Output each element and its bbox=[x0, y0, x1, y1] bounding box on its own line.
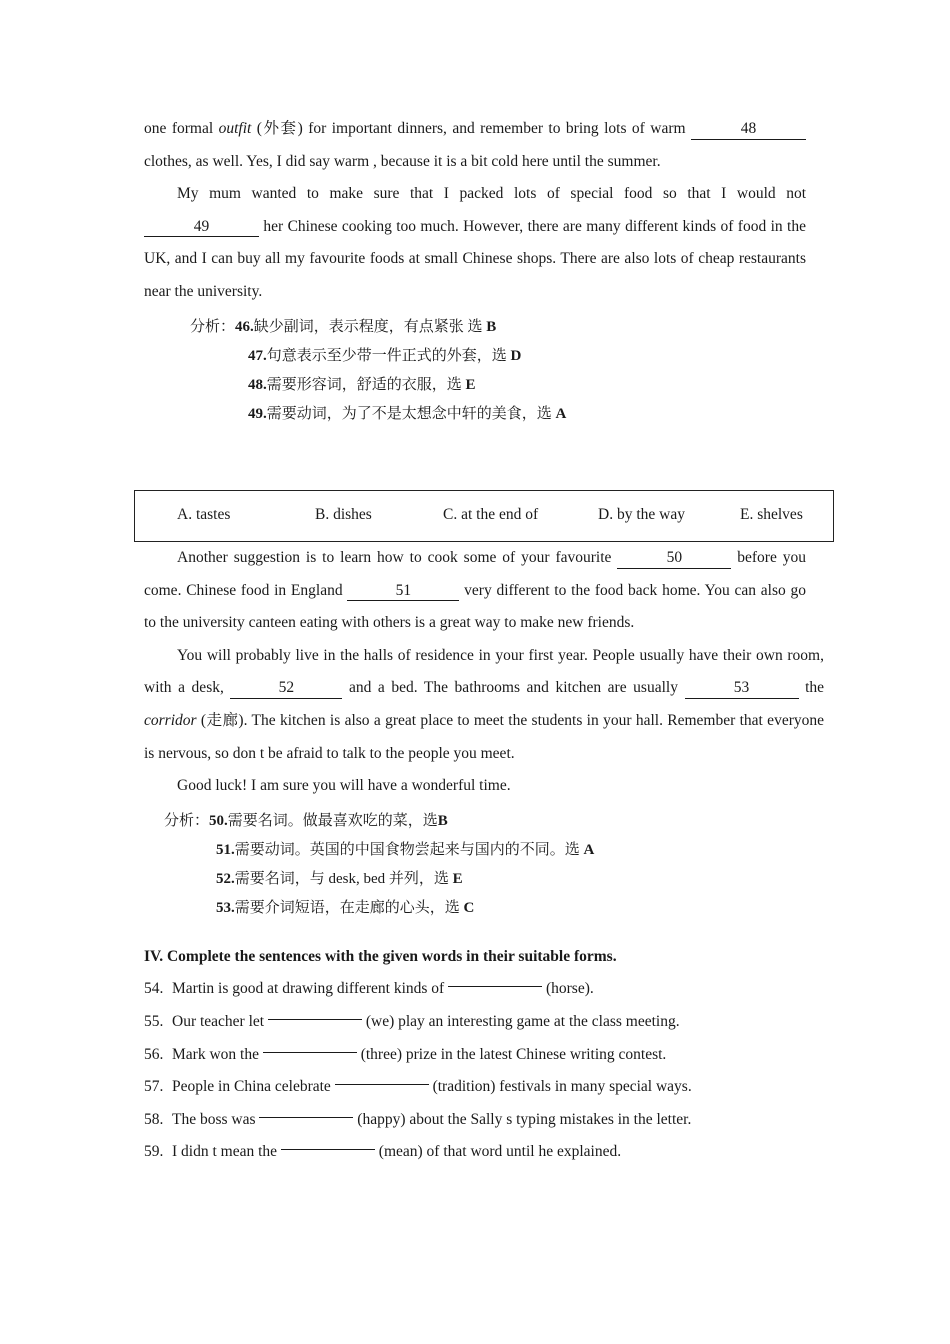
option-d: D. by the way bbox=[598, 506, 685, 523]
analysis-a-item: 48.需要形容词，舒适的衣服，选 E bbox=[248, 376, 476, 393]
option-a: A. tastes bbox=[177, 506, 231, 523]
blank-49[interactable]: 49 bbox=[144, 211, 259, 244]
sentence-56: 56. Mark won the (three) prize in the latest Chinese writing contest. bbox=[144, 1045, 667, 1063]
sentence-57: 57. People in China celebrate (tradition) festivals in many special ways. bbox=[144, 1078, 692, 1096]
passage-b-para1: Another suggestion is to learn how to cook some of your favourite 50 before you come. Chinese food in England 51 very different to the food back home. You can also go to the university canteen eating with others is a great way to make new friends. bbox=[144, 542, 806, 640]
blank-48[interactable]: 48 bbox=[691, 113, 806, 146]
analysis-b-item: 52.需要名词，与 desk, bed 并列，选 E bbox=[216, 870, 463, 887]
blank-52[interactable]: 52 bbox=[230, 672, 342, 705]
document-page bbox=[144, 113, 806, 429]
sentence-59: 59. I didn t mean the (mean) of that word until he explained. bbox=[144, 1143, 622, 1161]
passage-a-para2: My mum wanted to make sure that I packed lots of special food so that I would not 49 her Chinese cooking too much. However, there are many different kinds of food in the UK, and I can buy all my favourite foods at small Chinese shops. There are also lots of cheap restaurants near the university. bbox=[144, 185, 806, 300]
passage-b-para2: You will probably live in the halls of residence in your first year. People usually have their own room, with a desk, 52 and a bed. The bathrooms and kitchen are usually 53 the corridor (走廊). The kitchen is also a great place to meet the students in your hall. Remember that everyone is nervous, so don t be afraid to talk to the people you meet. bbox=[144, 646, 825, 762]
option-b: B. dishes bbox=[315, 506, 372, 523]
sentence-55: 55. Our teacher let (we) play an interesting game at the class meeting. bbox=[144, 1012, 680, 1030]
sentence-58: 58. The boss was (happy) about the Sally s typing mistakes in the letter. bbox=[144, 1110, 692, 1128]
passage-b-para3: Good luck! I am sure you will have a wonderful time. bbox=[177, 777, 511, 795]
section-heading: IV. Complete the sentences with the given words in their suitable forms. bbox=[144, 947, 617, 965]
corridor-word: corridor bbox=[144, 711, 197, 729]
analysis-b-item: 分析：50.需要名词。做最喜欢吃的菜，选B bbox=[164, 812, 448, 829]
word-options-box bbox=[134, 490, 834, 542]
analysis-b-item: 51.需要动词。英国的中国食物尝起来与国内的不同。选 A bbox=[216, 841, 595, 858]
analysis-b bbox=[144, 807, 824, 923]
blank-51[interactable]: 51 bbox=[347, 575, 459, 608]
blank-50[interactable]: 50 bbox=[617, 542, 731, 575]
option-e: E. shelves bbox=[740, 506, 803, 523]
passage-a-para1: one formal outfit (外套) for important dinners, and remember to bring lots of warm 48 clothes, as well. Yes, I did say warm , because it is a bit cold here until the summer. bbox=[144, 113, 806, 178]
blank-53[interactable]: 53 bbox=[685, 672, 799, 705]
sentence-54: 54. Martin is good at drawing different kinds of (horse). bbox=[144, 980, 594, 998]
analysis-a-item: 47.句意表示至少带一件正式的外套，选 D bbox=[248, 347, 522, 364]
analysis-a-item: 49.需要动词，为了不是太想念中轩的美食，选 A bbox=[248, 405, 567, 422]
option-c: C. at the end of bbox=[443, 506, 539, 523]
analysis-a-item: 分析：46.缺少副词，表示程度，有点紧张 选 B bbox=[190, 318, 497, 335]
passage-b bbox=[144, 542, 824, 1169]
analysis-b-item: 53.需要介词短语，在走廊的心头，选 C bbox=[216, 899, 475, 916]
outfit-word: outfit bbox=[218, 120, 252, 137]
analysis-a bbox=[144, 313, 806, 429]
